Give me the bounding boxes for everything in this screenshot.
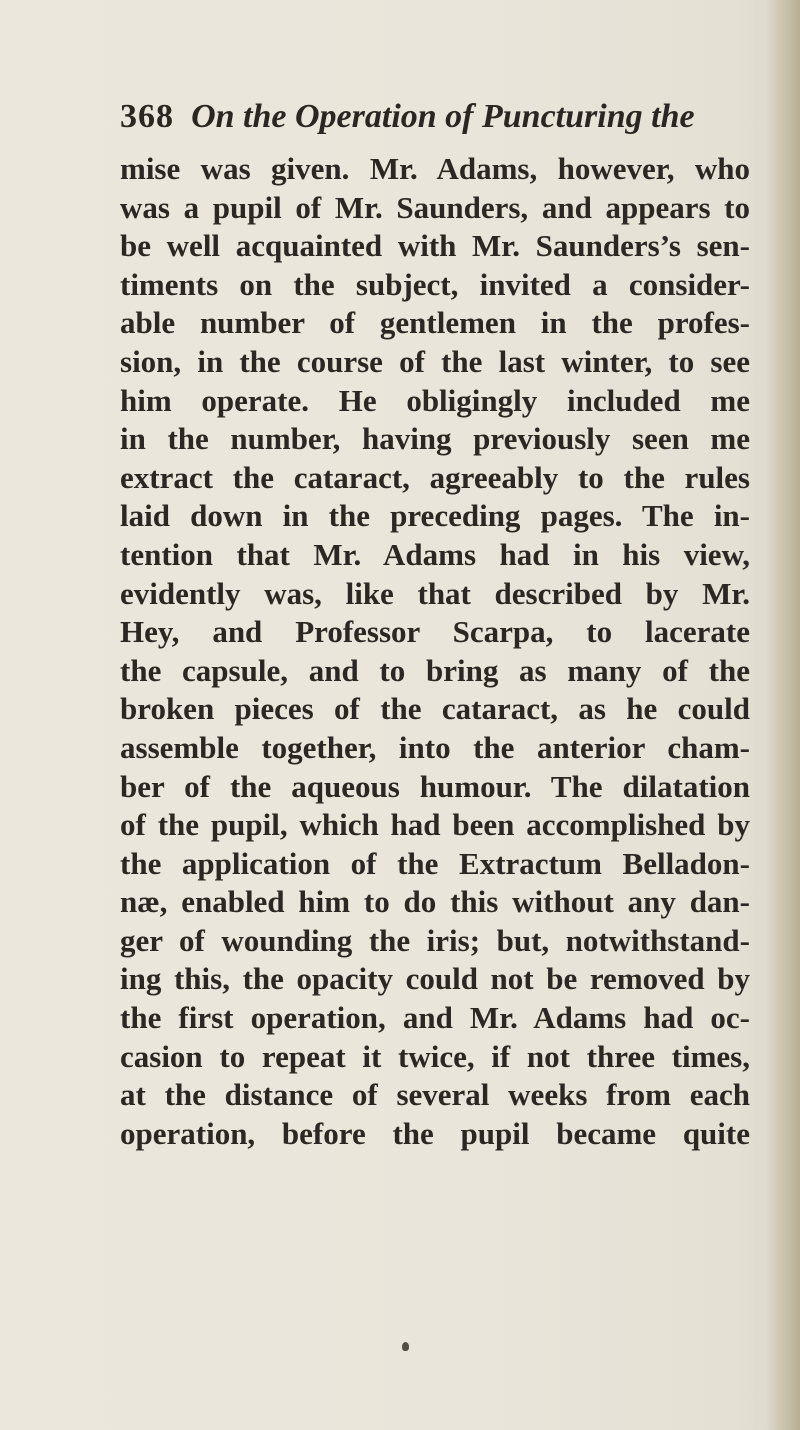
text-line: able number of gentlemen in the profes- <box>120 305 750 341</box>
text-line: at the distance of several weeks from each <box>120 1077 750 1113</box>
text-line: assemble together, into the anterior cham- <box>120 729 750 765</box>
text-line: evidently was, like that described by Mr. <box>120 575 750 611</box>
text-line: Hey, and Professor Scarpa, to lacerate <box>120 614 750 650</box>
text-line: tention that Mr. Adams had in his view, <box>120 536 750 572</box>
text-line: casion to repeat it twice, if not three times, <box>120 1038 750 1074</box>
text-line: sion, in the course of the last winter, to see <box>120 343 750 379</box>
page-header <box>120 98 740 142</box>
text-line: of the pupil, which had been accomplished by <box>120 807 750 843</box>
text-line: timents on the subject, invited a consider- <box>120 266 750 302</box>
text-line: ber of the aqueous humour. The dilatation <box>120 768 750 804</box>
text-line: was a pupil of Mr. Saunders, and appears to <box>120 189 750 225</box>
text-line: be well acquainted with Mr. Saunders’s sen- <box>120 228 750 264</box>
text-line: ing this, the opacity could not be removed by <box>120 961 750 997</box>
ink-speck <box>402 1342 409 1351</box>
text-line: the capsule, and to bring as many of the <box>120 652 750 688</box>
page-number: 368 <box>120 98 174 135</box>
text-line: operation, before the pupil became quite <box>120 1115 750 1151</box>
text-line: him operate. He obligingly included me <box>120 382 750 418</box>
body-text <box>120 150 750 1153</box>
text-line: extract the cataract, agreeably to the rules <box>120 459 750 495</box>
text-line: laid down in the preceding pages. The in- <box>120 498 750 534</box>
running-title: On the Operation of Puncturing the <box>191 98 695 135</box>
text-line: the application of the Extractum Belladon- <box>120 845 750 881</box>
text-line: the first operation, and Mr. Adams had oc- <box>120 1000 750 1036</box>
text-line: næ, enabled him to do this without any dan- <box>120 884 750 920</box>
page-edge-shadow <box>766 0 800 1430</box>
text-line: ger of wounding the iris; but, notwithstand- <box>120 922 750 958</box>
text-line: broken pieces of the cataract, as he could <box>120 691 750 727</box>
text-line: mise was given. Mr. Adams, however, who <box>120 151 750 186</box>
text-line: in the number, having previously seen me <box>120 421 750 457</box>
